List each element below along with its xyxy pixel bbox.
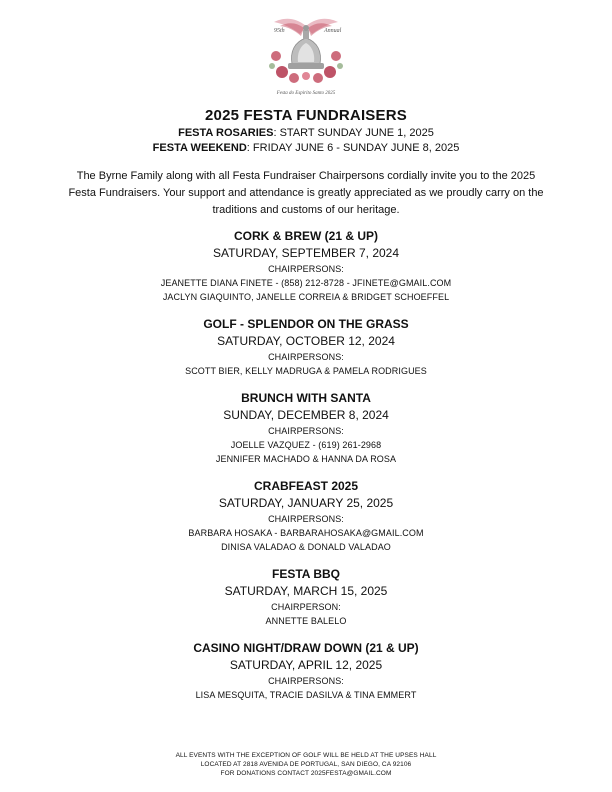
event-cork-and-brew: [0, 229, 612, 304]
event-date: SATURDAY, SEPTEMBER 7, 2024: [212, 246, 400, 260]
chairpersons-label: CHAIRPERSONS:: [268, 514, 344, 524]
event-crabfeast: [0, 479, 612, 554]
chairperson-line: DINISA VALADAO & DONALD VALADAO: [221, 542, 391, 552]
event-date: SUNDAY, DECEMBER 8, 2024: [223, 408, 389, 422]
event-title: FESTA BBQ: [272, 567, 340, 581]
chairperson-line: ANNETTE BALELO: [265, 616, 347, 626]
event-casino-night: [0, 641, 612, 702]
event-brunch-with-santa: [0, 391, 612, 466]
event-title: BRUNCH WITH SANTA: [241, 391, 371, 405]
event-date: SATURDAY, JANUARY 25, 2025: [218, 496, 394, 510]
chairperson-line: LISA MESQUITA, TRACIE DASILVA & TINA EMMERT: [195, 690, 417, 700]
rosaries-text: : START SUNDAY JUNE 1, 2025: [273, 127, 434, 139]
intro-paragraph: The Byrne Family along with all Festa Fundraiser Chairpersons cordially invite you to the 2025 Festa Fundraisers. Your support and attendance is greatly appreciated as we proudly carry on the traditions and customs of our heritage.: [68, 170, 544, 216]
crown-emblem-icon: [254, 14, 358, 98]
rosaries-label: FESTA ROSARIES: [178, 127, 274, 139]
chairperson-line: BARBARA HOSAKA - BARBARAHOSAKA@GMAIL.COM: [188, 528, 424, 538]
event-golf: [0, 317, 612, 378]
chairperson-line: JENNIFER MACHADO & HANNA DA ROSA: [215, 454, 397, 464]
chairperson-line: JEANETTE DIANA FINETE - (858) 212-8728 - JFINETE@GMAIL.COM: [160, 278, 452, 288]
event-date: SATURDAY, APRIL 12, 2025: [229, 658, 383, 672]
footer-notes: [0, 751, 612, 778]
chairpersons-label: CHAIRPERSONS:: [268, 676, 344, 686]
event-title: GOLF - SPLENDOR ON THE GRASS: [203, 317, 409, 331]
festa-crest-logo: [254, 14, 358, 98]
event-festa-bbq: [0, 567, 612, 628]
event-date: SATURDAY, MARCH 15, 2025: [224, 584, 388, 598]
weekend-label: FESTA WEEKEND: [152, 142, 247, 154]
event-title: CASINO NIGHT/DRAW DOWN (21 & UP): [193, 641, 419, 655]
weekend-line: [0, 142, 612, 154]
events-list: [0, 229, 612, 715]
page-title: 2025 FESTA FUNDRAISERS: [205, 107, 407, 124]
chairpersons-label: CHAIRPERSONS:: [268, 264, 344, 274]
rosaries-line: [0, 127, 612, 139]
logo-top-right-text: Annual: [324, 28, 342, 34]
logo-bottom-text: Festa do Espirito Santo 2025: [276, 91, 336, 96]
event-title: CORK & BREW (21 & UP): [233, 229, 378, 243]
chairperson-line: JACLYN GIAQUINTO, JANELLE CORREIA & BRIDGET SCHOEFFEL: [162, 292, 450, 302]
chairpersons-label: CHAIRPERSONS:: [268, 426, 344, 436]
logo-top-left-text: 95th: [274, 28, 285, 34]
event-date: SATURDAY, OCTOBER 12, 2024: [217, 334, 395, 348]
footer-address: LOCATED AT 2818 AVENIDA DE PORTUGAL, SAN DIEGO, CA 92106: [200, 761, 412, 768]
chairperson-label: CHAIRPERSON:: [271, 602, 341, 612]
chairpersons-label: CHAIRPERSONS:: [268, 352, 344, 362]
weekend-text: : FRIDAY JUNE 6 - SUNDAY JUNE 8, 2025: [246, 142, 460, 154]
chairperson-line: JOELLE VAZQUEZ - (619) 261-2968: [230, 440, 382, 450]
event-title: CRABFEAST 2025: [253, 479, 359, 493]
chairperson-line: SCOTT BIER, KELLY MADRUGA & PAMELA RODRIGUES: [185, 366, 427, 376]
footer-venue-note: ALL EVENTS WITH THE EXCEPTION OF GOLF WILL BE HELD AT THE UPSES HALL: [175, 752, 437, 759]
footer-donations-contact: FOR DONATIONS CONTACT 2025FESTA@GMAIL.COM: [220, 770, 392, 777]
